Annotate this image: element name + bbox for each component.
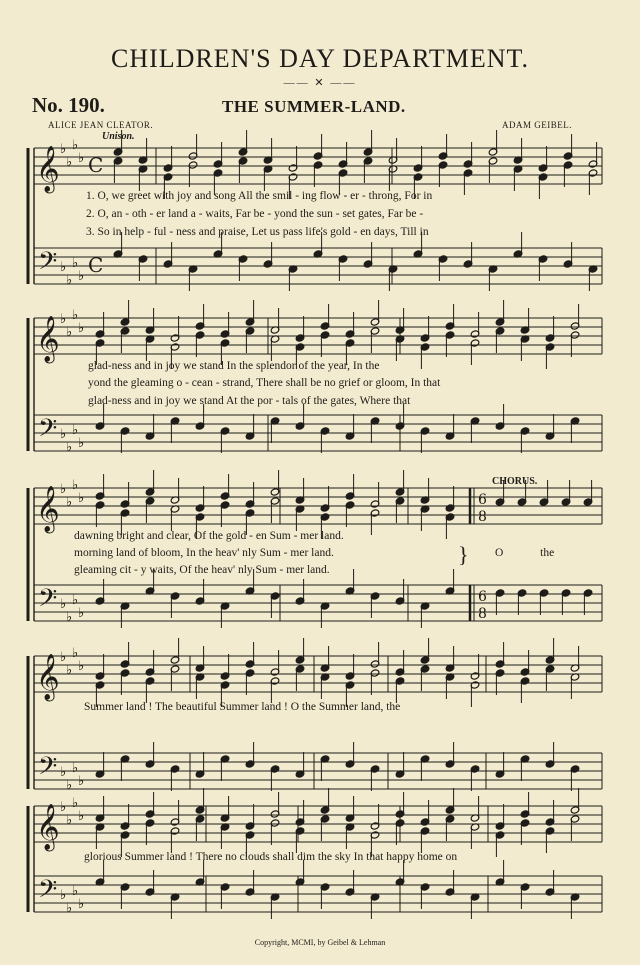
flat-sign: ♭ bbox=[78, 659, 85, 674]
time-signature: 6 bbox=[478, 492, 487, 508]
bass-clef: 𝄢 bbox=[38, 752, 58, 787]
chorus-lyric: O the bbox=[495, 547, 555, 559]
flat-sign: ♭ bbox=[66, 155, 73, 170]
flat-sign: ♭ bbox=[60, 800, 67, 815]
time-signature: C bbox=[88, 153, 104, 177]
flat-sign: ♭ bbox=[66, 778, 73, 793]
flat-sign: ♭ bbox=[60, 597, 67, 612]
flat-sign: ♭ bbox=[72, 308, 79, 323]
lyric-line: glad-ness and in joy we stand At the por - tals of the gates, Where that bbox=[88, 395, 411, 407]
lyric-line: glad-ness and in joy we stand In the splendor of the year, In the bbox=[88, 360, 380, 372]
lyric-line: morning land of bloom, In the heav' nly Sum - mer land. bbox=[74, 547, 334, 559]
flat-sign: ♭ bbox=[66, 813, 73, 828]
flat-sign: ♭ bbox=[72, 646, 79, 661]
flat-sign: ♭ bbox=[60, 650, 67, 665]
lyric-line: 3. So in help - ful - ness and praise, Let us pass life's gold - en days, Till in bbox=[86, 226, 429, 238]
lyric-line: dawning bright and clear, Of the gold - en Sum - mer land. bbox=[74, 530, 344, 542]
flat-sign: ♭ bbox=[72, 761, 79, 776]
composer-credit: ADAM GEIBEL. bbox=[502, 120, 572, 130]
lyric-line: glorious Summer land ! There no clouds shall dim the sky In that happy home on bbox=[84, 851, 458, 863]
copyright-notice: Copyright, MCMI, by Geibel & Lehman bbox=[254, 938, 386, 947]
flat-sign: ♭ bbox=[78, 321, 85, 336]
flat-sign: ♭ bbox=[60, 888, 67, 903]
flat-sign: ♭ bbox=[78, 606, 85, 621]
flat-sign: ♭ bbox=[78, 436, 85, 451]
treble-clef: 𝄞 bbox=[36, 804, 60, 850]
treble-clef: 𝄞 bbox=[36, 654, 60, 700]
bass-clef: 𝄢 bbox=[38, 414, 58, 449]
flat-sign: ♭ bbox=[72, 138, 79, 153]
flat-sign: ♭ bbox=[66, 273, 73, 288]
chorus-label: CHORUS. bbox=[492, 476, 538, 487]
time-signature: C bbox=[88, 253, 104, 277]
voicing-marking: Unison. bbox=[102, 131, 135, 142]
flat-sign: ♭ bbox=[66, 440, 73, 455]
flat-sign: ♭ bbox=[78, 809, 85, 824]
treble-clef: 𝄞 bbox=[36, 486, 60, 532]
flat-sign: ♭ bbox=[78, 491, 85, 506]
flat-sign: ♭ bbox=[60, 142, 67, 157]
treble-clef: 𝄞 bbox=[36, 316, 60, 362]
time-signature: 6 bbox=[478, 589, 487, 605]
flat-sign: ♭ bbox=[72, 796, 79, 811]
verse-brace: } bbox=[458, 542, 469, 567]
treble-clef: 𝄞 bbox=[36, 146, 60, 192]
bass-clef: 𝄢 bbox=[38, 247, 58, 282]
flat-sign: ♭ bbox=[78, 151, 85, 166]
flat-sign: ♭ bbox=[72, 593, 79, 608]
time-signature: 8 bbox=[478, 509, 487, 525]
lyric-line: Summer land ! The beautiful Summer land ! O the Summer land, the bbox=[84, 701, 401, 713]
flat-sign: ♭ bbox=[72, 256, 79, 271]
title-ornament: —— ✕ —— bbox=[283, 77, 357, 89]
flat-sign: ♭ bbox=[72, 478, 79, 493]
author-credit: ALICE JEAN CLEATOR. bbox=[48, 120, 154, 130]
flat-sign: ♭ bbox=[66, 901, 73, 916]
flat-sign: ♭ bbox=[66, 325, 73, 340]
flat-sign: ♭ bbox=[60, 260, 67, 275]
bass-clef: 𝄢 bbox=[38, 584, 58, 619]
flat-sign: ♭ bbox=[72, 423, 79, 438]
bass-clef: 𝄢 bbox=[38, 875, 58, 910]
lyric-line: gleaming cit - y waits, Of the heav' nly Sum - mer land. bbox=[74, 564, 330, 576]
department-heading: CHILDREN'S DAY DEPARTMENT. bbox=[111, 44, 529, 73]
flat-sign: ♭ bbox=[66, 663, 73, 678]
lyric-line: yond the gleaming o - cean - strand, There shall be no grief or gloom, In that bbox=[88, 377, 441, 389]
flat-sign: ♭ bbox=[60, 765, 67, 780]
flat-sign: ♭ bbox=[66, 495, 73, 510]
time-signature: 8 bbox=[478, 606, 487, 622]
lyric-line: 2. O, an - oth - er land a - waits, Far be - yond the sun - set gates, Far be - bbox=[86, 208, 424, 220]
flat-sign: ♭ bbox=[78, 774, 85, 789]
flat-sign: ♭ bbox=[60, 482, 67, 497]
hymn-number: No. 190. bbox=[32, 93, 105, 117]
flat-sign: ♭ bbox=[66, 610, 73, 625]
flat-sign: ♭ bbox=[78, 269, 85, 284]
hymn-title: THE SUMMER-LAND. bbox=[222, 97, 406, 116]
flat-sign: ♭ bbox=[60, 312, 67, 327]
lyric-line: 1. O, we greet with joy and song All the smil - ing flow - er - throng, For in bbox=[86, 190, 433, 202]
flat-sign: ♭ bbox=[78, 897, 85, 912]
flat-sign: ♭ bbox=[60, 427, 67, 442]
flat-sign: ♭ bbox=[72, 884, 79, 899]
